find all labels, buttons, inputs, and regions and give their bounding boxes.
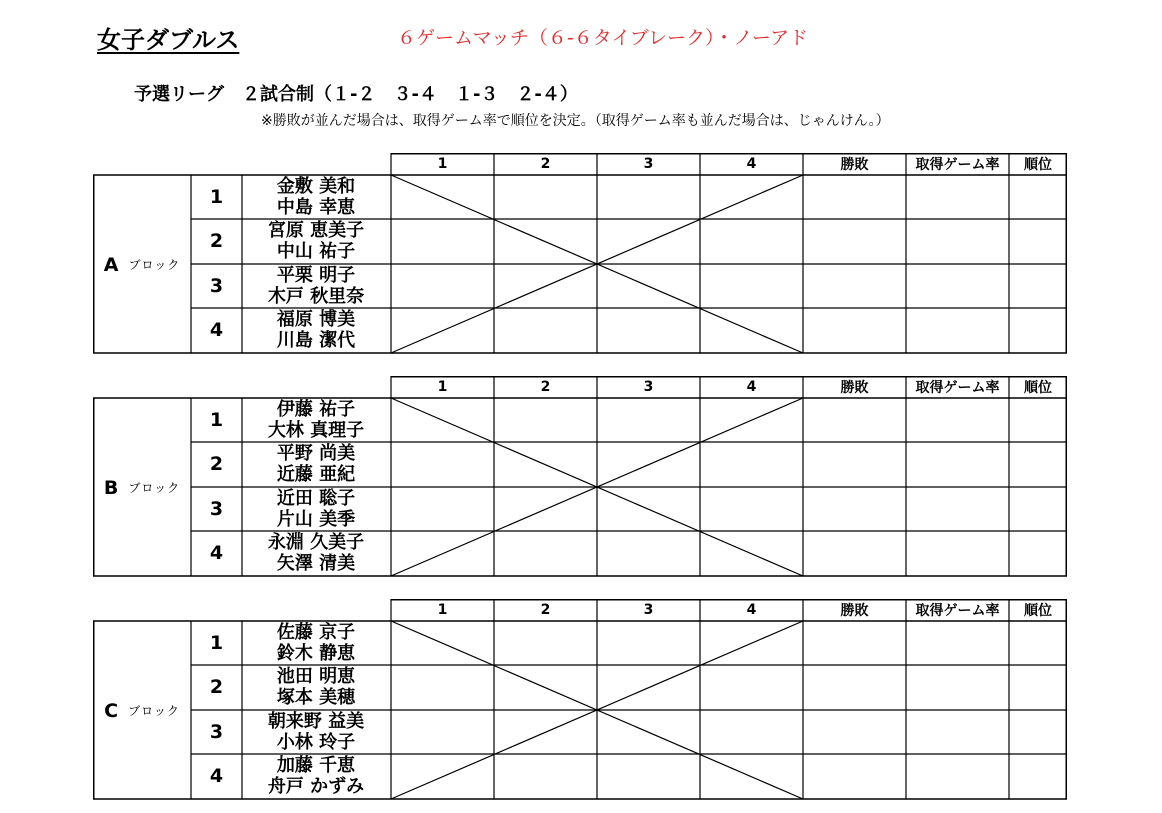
player-name: 朝来野 益美	[267, 711, 365, 732]
column-header-4: 4	[746, 379, 757, 395]
player-name: 金敷 美和	[276, 176, 356, 197]
column-header-6: 取得ゲーム率	[915, 603, 1000, 619]
player-name: 近藤 亜紀	[276, 464, 356, 485]
column-header-7: 順位	[1024, 603, 1052, 619]
league-format: 予選リーグ ２試合制（１-２ ３-４ １-３ ２-４）	[134, 84, 578, 105]
player-name: 佐藤 京子	[276, 622, 356, 643]
column-header-6: 取得ゲーム率	[915, 157, 1000, 173]
pair-names	[242, 442, 390, 486]
column-header-5: 勝敗	[840, 157, 869, 173]
player-name: 小林 玲子	[276, 732, 356, 753]
player-name: 福原 博美	[276, 309, 356, 330]
column-header-7: 順位	[1024, 380, 1052, 396]
player-name: 平野 尚美	[276, 443, 356, 464]
seed-number: 4	[209, 542, 224, 564]
column-header-2: 2	[540, 602, 551, 618]
column-header-5: 勝敗	[840, 603, 869, 619]
pair-names	[242, 308, 390, 352]
column-header-6: 取得ゲーム率	[915, 380, 1000, 396]
block-label	[93, 621, 191, 800]
seed-number: 2	[209, 676, 224, 698]
seed-number: 3	[209, 721, 224, 743]
column-header-3: 3	[643, 156, 654, 172]
player-name: 中山 祐子	[276, 241, 356, 262]
block-a	[93, 153, 1067, 356]
block-label	[93, 398, 191, 577]
block-letter: A	[103, 253, 119, 276]
column-header-4: 4	[746, 156, 757, 172]
player-name: 塚本 美穂	[276, 687, 356, 708]
player-name: 池田 明恵	[276, 666, 356, 687]
seed-number: 1	[209, 186, 224, 208]
tiebreak-note: ※勝敗が並んだ場合は、取得ゲーム率で順位を決定。（取得ゲーム率も並んだ場合は、じゃんけん。）	[261, 113, 890, 129]
pair-names	[242, 219, 390, 263]
player-name: 片山 美季	[276, 509, 356, 530]
seed-number: 3	[209, 498, 224, 520]
player-name: 永淵 久美子	[267, 532, 365, 553]
pair-names	[242, 175, 390, 219]
column-header-2: 2	[540, 156, 551, 172]
player-name: 矢澤 清美	[276, 553, 356, 574]
player-name: 舟戸 かずみ	[267, 776, 365, 797]
block-label	[93, 175, 191, 354]
player-name: 伊藤 祐子	[276, 399, 356, 420]
column-header-7: 順位	[1024, 157, 1052, 173]
seed-number: 4	[209, 319, 224, 341]
pair-names	[242, 487, 390, 531]
player-name: 川島 潔代	[276, 330, 356, 351]
seed-number: 2	[209, 453, 224, 475]
player-name: 宮原 恵美子	[267, 220, 365, 241]
pair-names	[242, 531, 390, 575]
pair-names	[242, 621, 390, 665]
match-format: ６ゲームマッチ（６-６タイブレーク）・ノーアド	[397, 27, 808, 49]
block-letter: B	[103, 476, 119, 499]
player-name: 木戸 秋里奈	[267, 286, 365, 307]
column-header-1: 1	[437, 602, 448, 618]
seed-number: 2	[209, 230, 224, 252]
page-title: 女子ダブルス	[97, 26, 240, 54]
pair-names	[242, 754, 390, 798]
seed-number: 4	[209, 765, 224, 787]
player-name: 平栗 明子	[276, 265, 356, 286]
column-header-1: 1	[437, 156, 448, 172]
player-name: 近田 聡子	[276, 488, 356, 509]
block-word: ブロック	[128, 258, 181, 272]
pair-names	[242, 264, 390, 308]
column-header-1: 1	[437, 379, 448, 395]
seed-number: 1	[209, 409, 224, 431]
player-name: 大林 真理子	[267, 420, 365, 441]
player-name: 加藤 千恵	[276, 755, 356, 776]
pair-names	[242, 665, 390, 709]
seed-number: 3	[209, 275, 224, 297]
column-header-2: 2	[540, 379, 551, 395]
pair-names	[242, 398, 390, 442]
block-b	[93, 376, 1067, 579]
player-name: 鈴木 静恵	[276, 643, 356, 664]
player-name: 中島 幸恵	[276, 197, 356, 218]
block-word: ブロック	[128, 481, 181, 495]
block-letter: C	[104, 699, 119, 722]
column-header-3: 3	[643, 602, 654, 618]
column-header-5: 勝敗	[840, 380, 869, 396]
pair-names	[242, 710, 390, 754]
column-header-4: 4	[746, 602, 757, 618]
block-c	[93, 599, 1067, 802]
block-word: ブロック	[128, 704, 180, 718]
seed-number: 1	[209, 632, 224, 654]
column-header-3: 3	[643, 379, 654, 395]
